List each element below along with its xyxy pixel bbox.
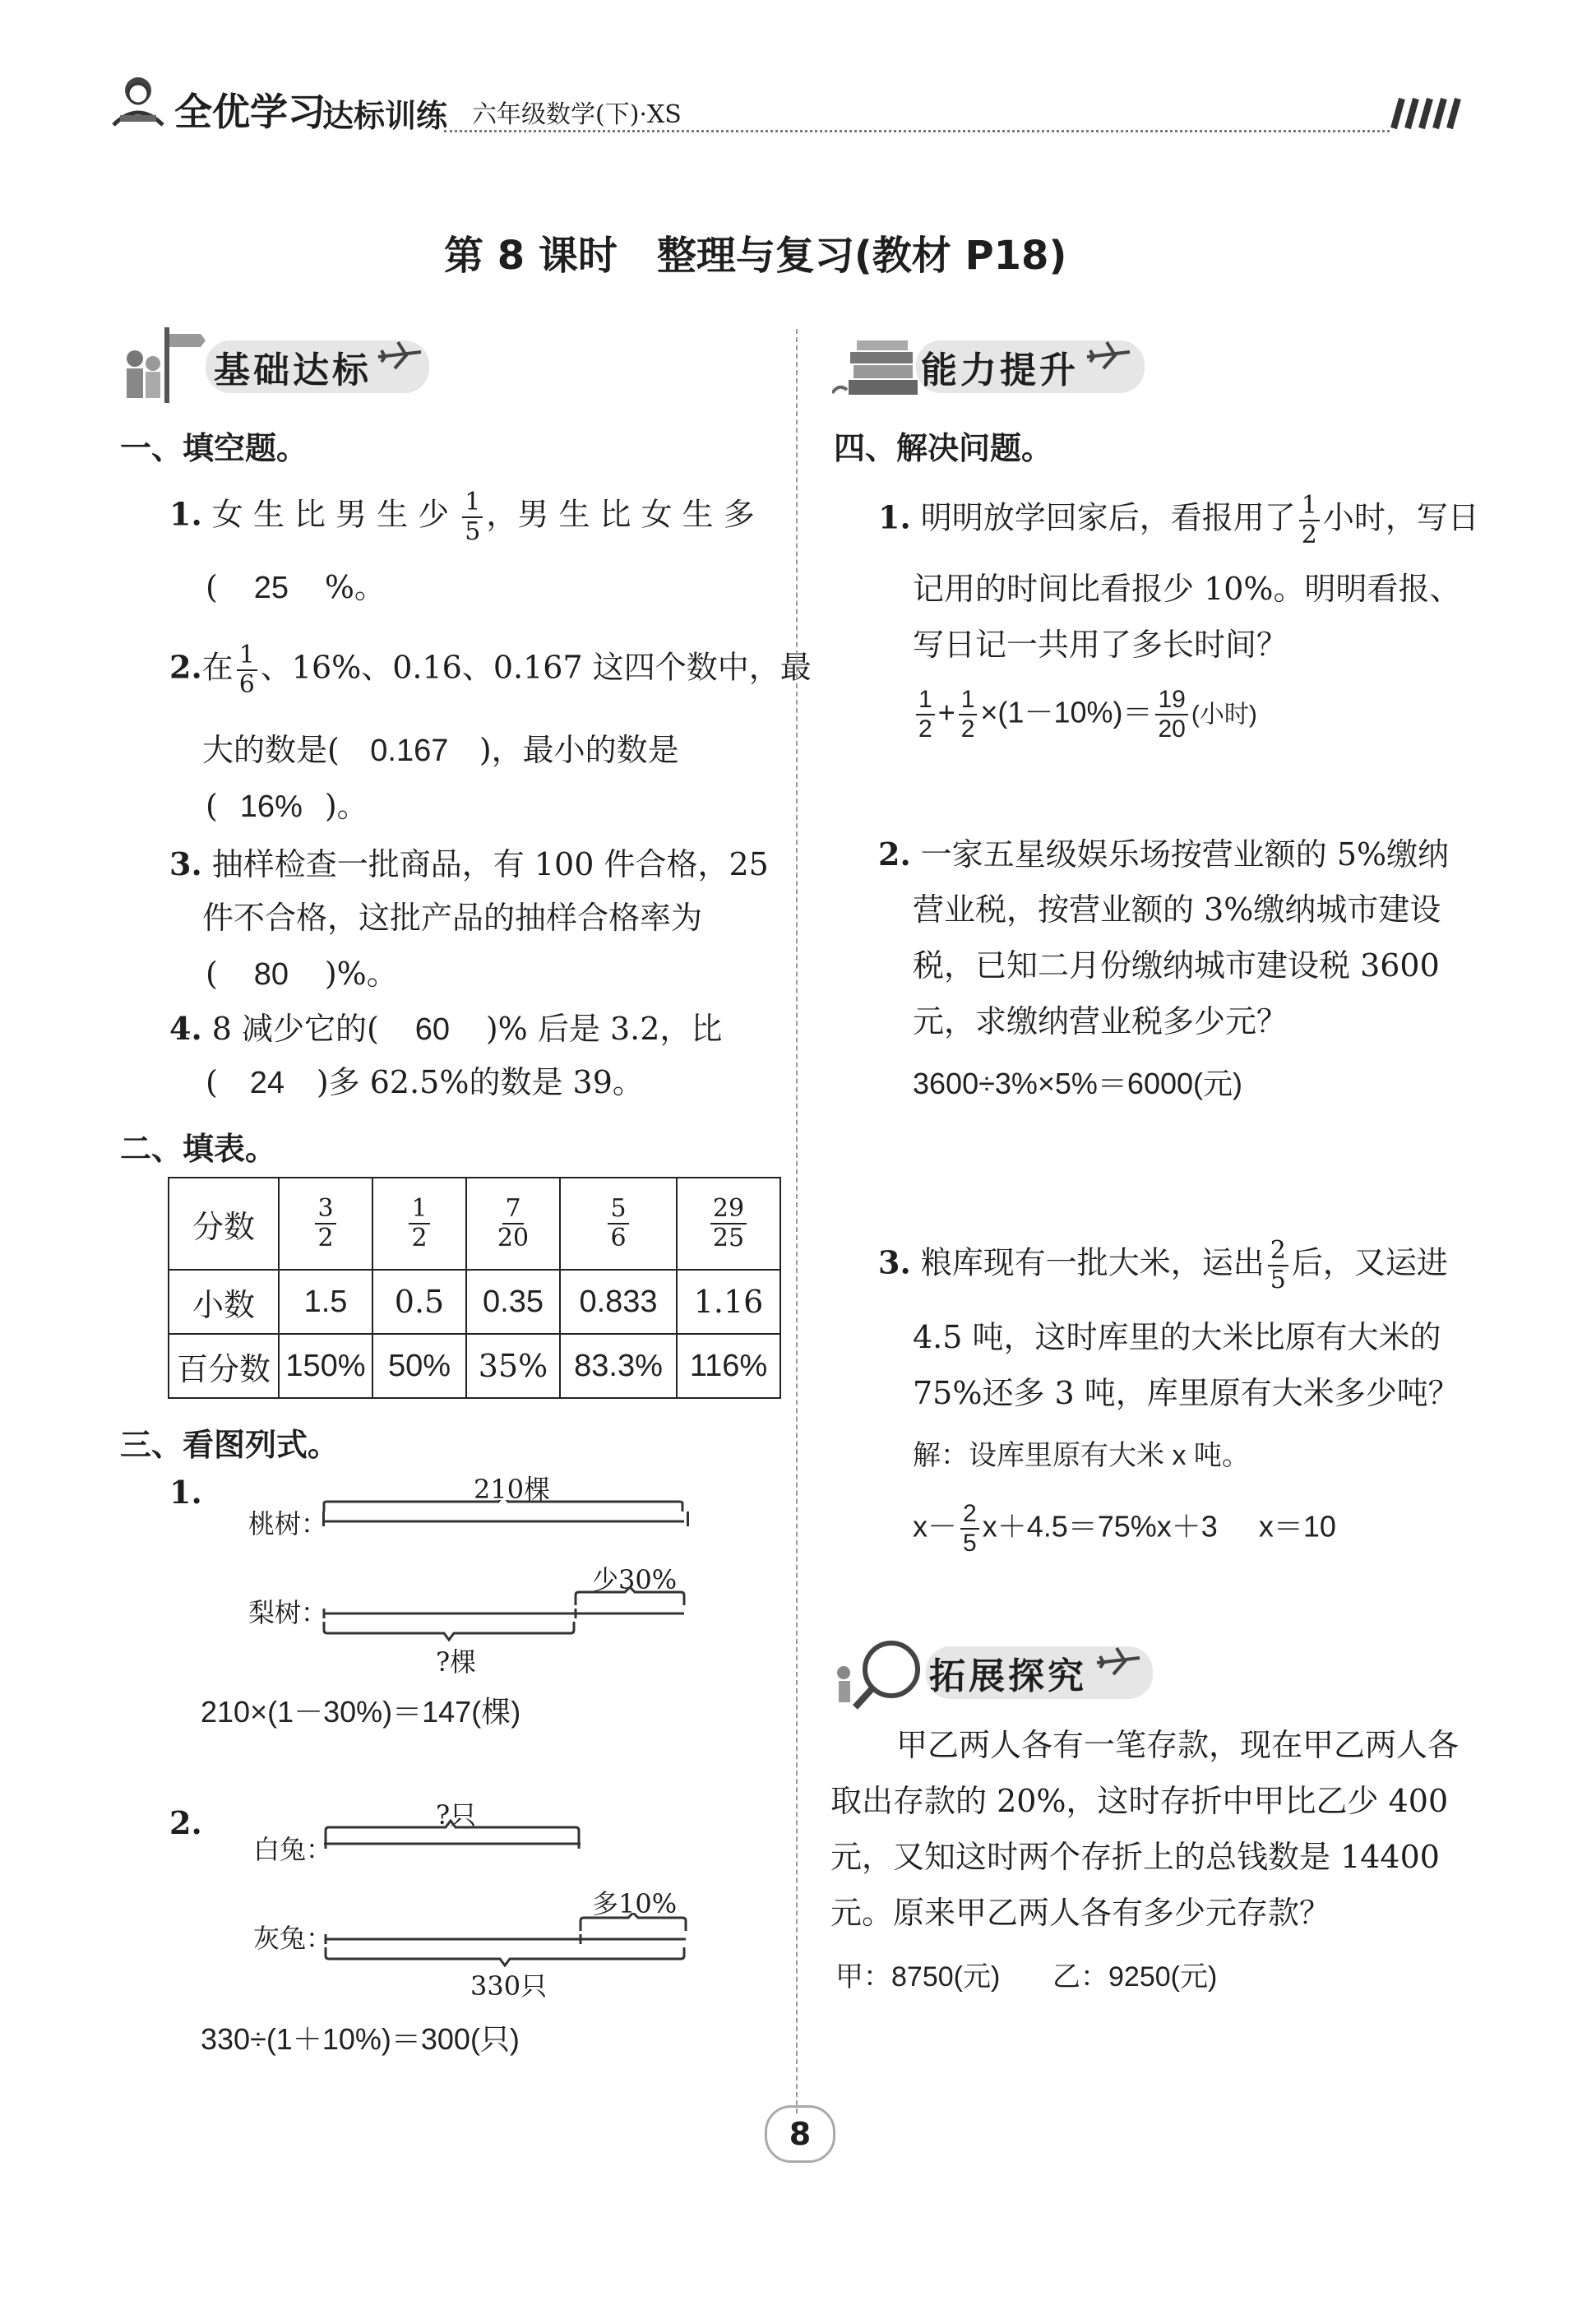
- diagram2-bar2: [324, 1913, 691, 1970]
- fraction: $\frac{1}{2}$: [959, 687, 978, 742]
- table-row: [169, 1270, 780, 1334]
- plane-icon: [375, 336, 424, 377]
- row-label: 百分数: [169, 1334, 279, 1398]
- table-cell: 1.5: [279, 1270, 372, 1334]
- fraction: $\frac{3}{2}$: [315, 1197, 335, 1251]
- explore-line2: 取出存款的 20%，这时存折中甲比乙少 400: [830, 1783, 1449, 1819]
- plane-icon: [1094, 1641, 1143, 1683]
- diagram1-bar2: [322, 1587, 689, 1645]
- part3-heading: 三、看图列式。: [120, 1427, 340, 1463]
- fraction: $\frac{1}{6}$: [237, 643, 257, 697]
- diagram1-number: 1.: [169, 1474, 202, 1511]
- part1-q4-line2: ( 24 )多 62.5%的数是 39。: [206, 1064, 644, 1103]
- diagram1-row2-label: 梨树：: [248, 1597, 328, 1628]
- header-subject: 六年级数学(下)·XS: [472, 100, 682, 129]
- column-divider: [796, 329, 798, 2113]
- diagram2-bar1: [324, 1817, 587, 1850]
- signpost-icon: [115, 322, 206, 405]
- q-number: 1.: [878, 498, 911, 536]
- fraction: $\frac{5}{6}$: [608, 1197, 628, 1251]
- part4-q2-line3: 税，已知二月份缴纳城市建设税 3600: [913, 947, 1440, 984]
- part4-q3-setup: 解：设库里原有大米 x 吨。: [913, 1440, 1250, 1471]
- part4-q2-line4: 元，求缴纳营业税多少元？: [913, 1003, 1288, 1039]
- diagram1-top-label: 210棵: [474, 1474, 551, 1505]
- q-text: ，男 生 比 女 生 多: [486, 496, 755, 533]
- q-number: 2.: [878, 836, 911, 873]
- table-cell: 0.35: [466, 1270, 560, 1334]
- explore-line3: 元，又知这时两个存折上的总钱数是 14400: [830, 1839, 1440, 1875]
- fraction: $\frac{29}{25}$: [710, 1197, 747, 1251]
- diagram2-more-label: 多10%: [592, 1888, 678, 1919]
- part4-q3-equation: x－ $\frac{2}{5}$ x＋4.5＝75%x＋3 x＝10: [913, 1500, 1336, 1557]
- part1-q1: [169, 490, 755, 544]
- q-number: 3.: [878, 1243, 911, 1281]
- header-series: 达标训练: [322, 98, 448, 134]
- fraction: $\frac{2}{5}$: [1268, 1238, 1288, 1293]
- fill-table: [168, 1177, 781, 1399]
- part4-q3: 3. 粮库现有一批大米，运出 $\frac{2}{5}$ 后，又运进: [878, 1236, 1448, 1294]
- fraction: $\frac{1}{5}$: [462, 490, 483, 544]
- part4-q3-line3: 75%还多 3 吨，库里原有大米多少吨？: [913, 1375, 1460, 1411]
- answer-blank[interactable]: 24: [249, 1066, 285, 1100]
- part1-q2-line2: 大的数是( 0.167 )，最小的数是: [202, 732, 679, 771]
- table-cell: 35%: [466, 1334, 560, 1398]
- table-cell: 0.5: [372, 1270, 466, 1334]
- fraction: $\frac{1}{2}$: [916, 687, 935, 742]
- diagram1-answer: 210×(1－30%)＝147(棵): [201, 1695, 521, 1729]
- diagram1-bottom-label: ?棵: [436, 1646, 477, 1678]
- plane-icon: [1084, 336, 1133, 377]
- part1-q2: 2.在 $\frac{1}{6}$ 、16%、0.16、0.167 这四个数中，最: [169, 641, 812, 699]
- part1-q3-line2: 件不合格，这批产品的抽样合格率为: [202, 900, 703, 936]
- fraction: $\frac{2}{5}$: [960, 1502, 979, 1556]
- row-label: 小数: [169, 1270, 279, 1334]
- page-number-badge: [765, 2105, 835, 2163]
- fraction: $\frac{7}{20}$: [497, 1194, 530, 1252]
- part4-heading: 四、解决问题。: [834, 430, 1053, 466]
- diagram1-bar1: [322, 1512, 689, 1526]
- section-basic-title: 基础达标: [206, 340, 429, 393]
- diagram2-bottom-label: 330只: [470, 1970, 548, 2002]
- table-cell: 116%: [677, 1334, 780, 1398]
- answer-blank[interactable]: 16%: [239, 789, 303, 824]
- part1-q2-line3: ( 16% )。: [206, 788, 368, 826]
- part2-heading: 二、填表。: [120, 1131, 277, 1167]
- part1-q1-line2: ( 25 %。: [206, 569, 386, 608]
- answer-blank[interactable]: 25: [253, 571, 289, 605]
- header-logo-icon: [105, 67, 171, 133]
- diagram2-answer: 330÷(1＋10%)＝300(只): [201, 2022, 520, 2056]
- diagram1-row1-label: 桃树：: [248, 1508, 328, 1539]
- table-row: [169, 1334, 780, 1398]
- answer-blank[interactable]: 0.167: [370, 734, 449, 768]
- header-brand: 全优学习: [174, 90, 326, 134]
- fraction: $\frac{1}{2}$: [1299, 493, 1320, 548]
- magnifier-icon: [832, 1637, 931, 1711]
- table-cell: 0.833: [560, 1270, 677, 1334]
- table-row: [169, 1178, 780, 1270]
- table-cell: 83.3%: [560, 1334, 677, 1398]
- part4-q3-line2: 4.5 吨，这时库里的大米比原有大米的: [913, 1319, 1441, 1355]
- fraction: $\frac{1}{2}$: [409, 1197, 429, 1251]
- q-text: 女 生 比 男 生 少: [211, 496, 450, 533]
- fraction: $\frac{19}{20}$: [1155, 687, 1187, 742]
- part4-q2-line2: 营业税，按营业额的 3%缴纳城市建设: [913, 891, 1441, 928]
- books-icon: [832, 326, 923, 401]
- diagram2-number: 2.: [169, 1804, 202, 1841]
- diagram2-top-label: ?只: [436, 1799, 477, 1831]
- part1-q4: 4. 8 减少它的( 60 )% 后是 3.2，比: [169, 1010, 722, 1049]
- q-number: 3.: [169, 845, 202, 882]
- explore-line1: 甲乙两人各有一笔存款，现在甲乙两人各: [896, 1727, 1460, 1763]
- q-number: 2.: [169, 648, 202, 686]
- part4-q2-answer: 3600÷3%×5%＝6000(元): [913, 1067, 1242, 1100]
- diagram2-row1-label: 白兔：: [253, 1834, 333, 1865]
- explore-answer-a: 甲：8750(元): [835, 1961, 1001, 1993]
- explore-line4: 元。原来甲乙两人各有多少元存款？: [830, 1895, 1331, 1931]
- explore-answer-b: 乙：9250(元): [1052, 1961, 1218, 1993]
- row-label: 分数: [169, 1178, 279, 1270]
- q-number: 1.: [169, 495, 202, 533]
- header-stripes-icon: [1390, 97, 1472, 130]
- q-number: 4.: [169, 1010, 202, 1047]
- part4-q1-solution: $\frac{1}{2}$ + $\frac{1}{2}$ ×(1－10%)＝ $\frac{19}{20}$ (小时): [913, 687, 1257, 742]
- table-cell: 50%: [372, 1334, 466, 1398]
- section-ability-title: 能力提升: [916, 340, 1145, 393]
- diagram1-less-label: 少30%: [592, 1564, 678, 1595]
- answer-blank[interactable]: 80: [253, 957, 289, 992]
- part1-q3: 3. 抽样检查一批商品，有 100 件合格，25: [169, 845, 769, 882]
- part4-q2: 2. 一家五星级娱乐场按营业额的 5%缴纳: [878, 836, 1450, 873]
- section-explore-title: 拓展探究: [926, 1646, 1153, 1699]
- part1-q3-line3: ( 80 )%。: [206, 956, 398, 994]
- page-number: 8: [789, 2116, 812, 2152]
- part4-q1: 1. 明明放学回家后，看报用了 $\frac{1}{2}$ 小时，写日: [878, 491, 1479, 549]
- part4-q1-line2: 记用的时间比看报少 10%。明明看报、: [913, 571, 1461, 607]
- lesson-title: 第 8 课时 整理与复习(教材 P18): [444, 233, 1067, 279]
- header-dotted-rule: [444, 130, 1390, 132]
- answer-blank[interactable]: 60: [414, 1012, 450, 1047]
- part4-q1-line3: 写日记一共用了多长时间？: [913, 627, 1288, 663]
- part1-heading: 一、填空题。: [120, 430, 308, 466]
- table-cell: 150%: [279, 1334, 372, 1398]
- diagram2-row2-label: 灰兔：: [253, 1923, 333, 1954]
- table-cell: 1.16: [677, 1270, 780, 1334]
